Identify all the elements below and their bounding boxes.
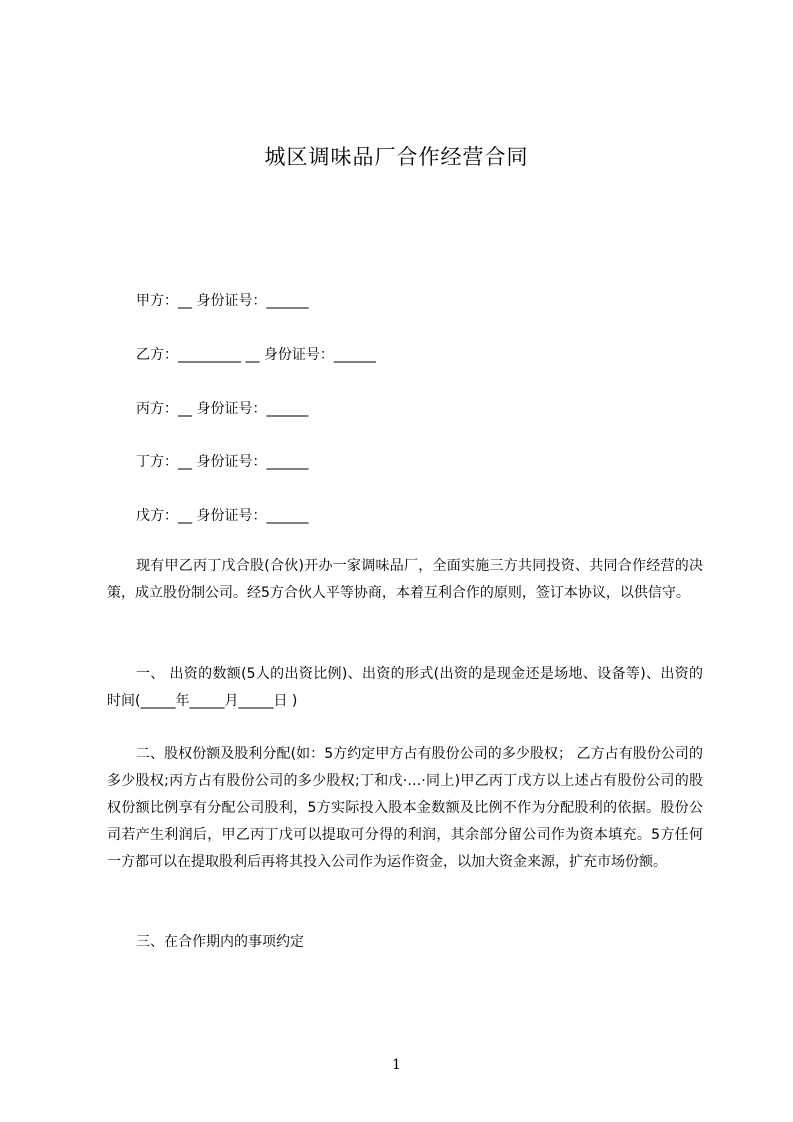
clause-3-heading: 三、在合作期内的事项约定 [136, 934, 304, 950]
party-jia: 甲方：__ 身份证号：______ [136, 293, 309, 309]
party-wu: 戊方：__ 身份证号：______ [136, 508, 309, 524]
party-bing: 丙方：__ 身份证号：______ [136, 401, 309, 417]
party-ding: 丁方：__ 身份证号：______ [136, 454, 309, 470]
intro-paragraph: 现有甲乙丙丁戊合股(合伙)开办一家调味品厂，全面实施三方共同投资、共同合作经营的决策，成立股份制公司。经5方合伙人平等协商，本着互利合作的原则，签订本协议，以供信守。 [107, 558, 703, 601]
document-title: 城区调味品厂合作经营合同 [264, 145, 529, 169]
party-yi: 乙方：_________ __ 身份证号：______ [136, 347, 376, 363]
clause-1-paragraph: 一、 出资的数额(5人的出资比例)、出资的形式(出资的是现金还是场地、设备等)、出资的时间(_____年_____月_____日 ) [107, 666, 703, 709]
clause-2-paragraph: 二、股权份额及股利分配(如：5方约定甲方占有股份公司的多少股权； 乙方占有股份公司的多少股权;丙方占有股份公司的多少股权;丁和戊·…·同上)甲乙丙丁戊方以上述占有股份公司的股权份额比例享有分配公司股利，5方实际投入股本金数额及比例不作为分配股利的依据。股份公司若产生利润后，甲乙丙丁戊可以提取可分得的利润，其余部分留公司作为资本填充。5方任何一方都可以在提取股利后再将其投入公司作为运作资金，以加大资金来源，扩充市场份额。 [107, 746, 703, 870]
page-number: 1 [392, 1057, 401, 1073]
